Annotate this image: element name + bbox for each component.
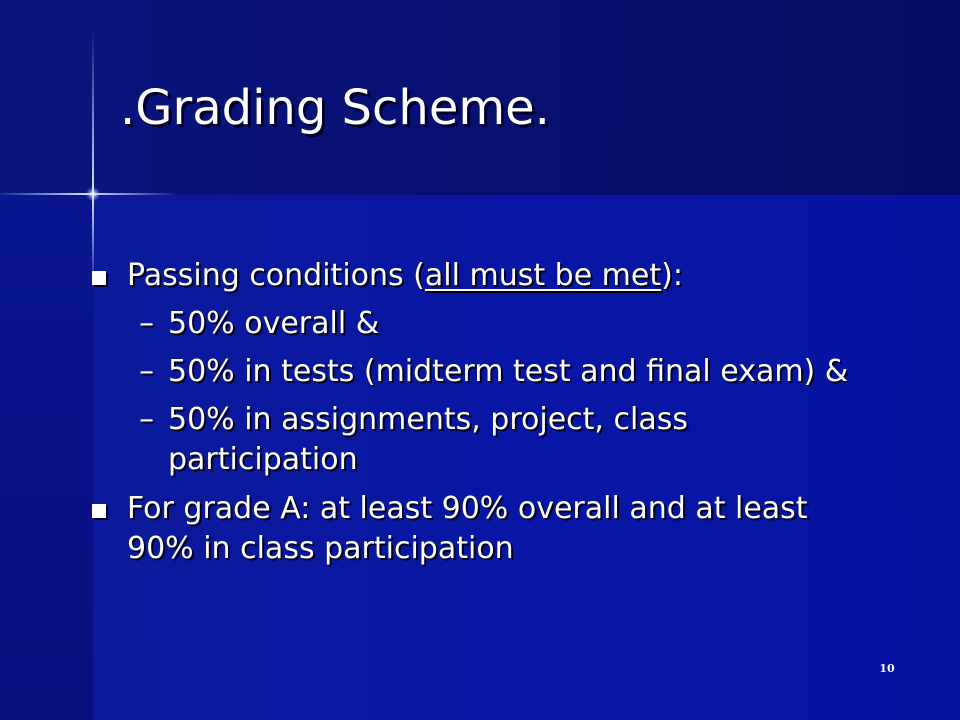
bullet-grade-a-cont: 90% in class participation [127, 531, 514, 566]
bullet-text-end: ): [661, 258, 683, 293]
page-number: 10 [879, 662, 895, 675]
sub-item-assignments-cont: participation [168, 442, 358, 477]
sub-item-overall: 50% overall & [168, 306, 380, 341]
sub-item-dash: – [139, 306, 154, 341]
slide-title: .Grading Scheme. [120, 80, 550, 136]
sub-item-dash: – [139, 354, 154, 389]
light-flare-core [86, 187, 100, 201]
light-flare-vertical [92, 30, 94, 290]
underlined-emphasis: all must be met [424, 258, 662, 293]
bullet-grade-a: For grade A: at least 90% overall and at least [127, 491, 808, 526]
sub-item-assignments: 50% in assignments, project, class [168, 402, 688, 437]
sub-item-tests: 50% in tests (midterm test and final exam) & [168, 354, 849, 389]
left-stripe [0, 195, 93, 720]
sub-item-dash: – [139, 402, 154, 437]
bullet-text: Passing conditions ( [127, 258, 425, 293]
bullet-passing-conditions [127, 258, 683, 294]
bullet-square-icon [92, 271, 106, 285]
bullet-square-icon [92, 504, 106, 518]
